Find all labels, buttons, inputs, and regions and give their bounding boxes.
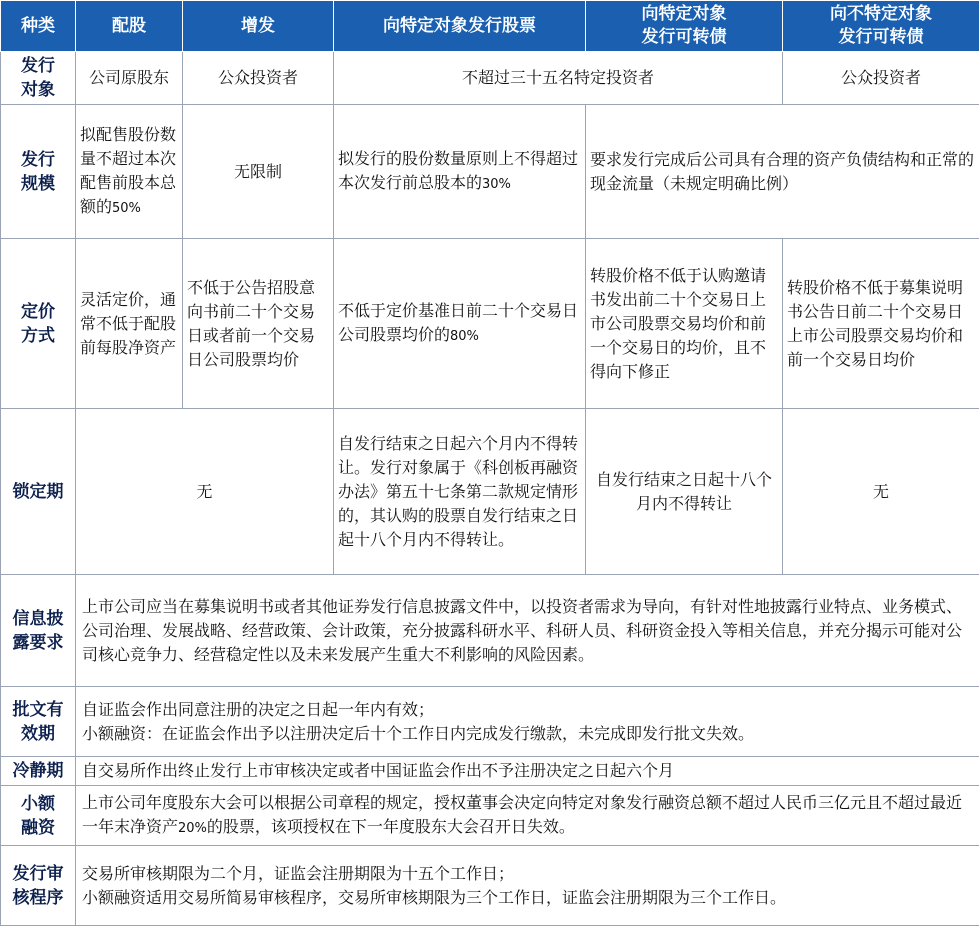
row-validity — [1, 687, 979, 757]
row-small-financing-label-line2: 融资 — [21, 817, 55, 838]
lockup-private-placement: 自发行结束之日起六个月内不得转让。发行对象属于《科创板再融资办法》第五十七条第二款规定情形的，其认购的股票自发行结束之日起十八个月内不得转让。 — [334, 409, 586, 575]
row-disclosure-label — [1, 575, 76, 687]
pricing-private-convertible: 转股价格不低于认购邀请书发出前二十个交易日上市公司股票交易均价和前一个交易日的均价，且不得向下修正 — [586, 239, 783, 409]
row-review-label-line2: 核程序 — [12, 887, 64, 908]
row-validity-label — [1, 687, 76, 757]
lockup-public-convertible: 无 — [783, 409, 979, 575]
row-lockup-label: 锁定期 — [1, 409, 76, 575]
row-scale-label-line2: 规模 — [21, 173, 55, 194]
row-pricing-label-line2: 方式 — [21, 325, 55, 346]
pricing-public-convertible: 转股价格不低于募集说明书公告日前二十个交易日上市公司股票交易均价和前一个交易日均价 — [783, 239, 979, 409]
scale-rights-issue-text: 拟配售股份数量不超过本次配售前股本总额的 — [80, 124, 177, 216]
row-review-label — [1, 846, 76, 926]
pricing-additional-issue: 不低于公告招股意向书前二十个交易日或者前一个交易日公司股票均价 — [183, 239, 334, 409]
small-financing-text — [76, 786, 979, 846]
disclosure-text: 上市公司应当在募集说明书或者其他证券发行信息披露文件中，以投资者需求为导向，有针对性地披露行业特点、业务模式、公司治理、发展战略、经营政策、会计政策，充分披露科研水平、科研人员、科研资金投入等相关信息，并充分揭示可能对公司核心竞争力、经营稳定性以及未来发展产生重大不利影响的风险因素。 — [76, 575, 979, 687]
header-row — [1, 1, 979, 52]
row-disclosure-label-line1: 信息披 — [12, 608, 64, 629]
row-review — [1, 846, 979, 926]
small-financing-text-b: 的股票，该项授权在下一年度股东大会召开日失效。 — [206, 816, 575, 836]
target-public-convertible: 公众投资者 — [783, 52, 979, 105]
header-private-placement: 向特定对象发行股票 — [334, 1, 586, 52]
row-target-label-line2: 对象 — [21, 80, 55, 100]
row-pricing-label — [1, 239, 76, 409]
header-additional-issue: 增发 — [183, 1, 334, 52]
header-private-convertible-line1: 向特定对象 — [641, 4, 727, 24]
lockup-rights-additional: 无 — [76, 409, 334, 575]
small-financing-pct: 20% — [178, 820, 207, 836]
header-public-convertible — [783, 1, 979, 52]
pricing-private-placement-text: 不低于定价基准日前二十个交易日公司股票均价的 — [338, 300, 579, 344]
scale-rights-issue — [76, 105, 183, 239]
header-public-convertible-line2: 发行可转债 — [838, 27, 924, 47]
row-disclosure-label-line2: 露要求 — [12, 632, 64, 653]
row-scale-label-line1: 发行 — [21, 149, 55, 170]
review-line2: 小额融资适用交易所简易审核程序，交易所审核期限为三个工作日，证监会注册期限为三个工作日。 — [82, 887, 787, 907]
pricing-private-placement — [334, 239, 586, 409]
lockup-private-convertible: 自发行结束之日起十八个月内不得转让 — [586, 409, 783, 575]
target-additional-issue: 公众投资者 — [183, 52, 334, 105]
row-cooling-label: 冷静期 — [1, 757, 76, 786]
scale-additional-issue: 无限制 — [183, 105, 334, 239]
scale-convertible: 要求发行完成后公司具有合理的资产负债结构和正常的现金流量（未规定明确比例） — [586, 105, 979, 239]
scale-private-placement-text: 拟发行的股份数量原则上不得超过本次发行前总股本的 — [338, 148, 579, 192]
row-pricing — [1, 239, 979, 409]
header-private-convertible — [586, 1, 783, 52]
row-small-financing-label-line1: 小额 — [21, 793, 55, 814]
small-financing-text-a: 上市公司年度股东大会可以根据公司章程的规定，授权董事会决定向特定对象发行融资总额不超过人民币三亿元且不超过最近一年末净资产 — [82, 792, 963, 836]
validity-line1: 自证监会作出同意注册的决定之日起一年内有效； — [82, 699, 435, 719]
header-kind: 种类 — [1, 1, 76, 52]
pricing-rights-issue: 灵活定价，通常不低于配股前每股净资产 — [76, 239, 183, 409]
scale-private-placement-pct: 30% — [482, 176, 511, 192]
row-pricing-label-line1: 定价 — [21, 301, 55, 322]
target-specific: 不超过三十五名特定投资者 — [334, 52, 783, 105]
review-text — [76, 846, 979, 926]
validity-text — [76, 687, 979, 757]
row-scale — [1, 105, 979, 239]
scale-private-placement — [334, 105, 586, 239]
row-small-financing-label — [1, 786, 76, 846]
header-rights-issue: 配股 — [76, 1, 183, 52]
row-target — [1, 52, 979, 105]
cooling-text: 自交易所作出终止发行上市审核决定或者中国证监会作出不予注册决定之日起六个月 — [76, 757, 979, 786]
header-private-convertible-line2: 发行可转债 — [641, 27, 727, 47]
row-validity-label-line2: 效期 — [21, 723, 55, 744]
row-scale-label — [1, 105, 76, 239]
header-public-convertible-line1: 向不特定对象 — [830, 4, 932, 24]
pricing-private-placement-pct: 80% — [450, 328, 479, 344]
row-small-financing — [1, 786, 979, 846]
row-target-label-line1: 发行 — [21, 56, 55, 76]
row-disclosure — [1, 575, 979, 687]
validity-line2: 小额融资：在证监会作出予以注册决定后十个工作日内完成发行缴款，未完成即发行批文失效。 — [82, 723, 755, 743]
review-line1: 交易所审核期限为二个月，证监会注册期限为十五个工作日； — [82, 863, 515, 883]
target-rights-issue: 公司原股东 — [76, 52, 183, 105]
row-cooling — [1, 757, 979, 786]
row-lockup — [1, 409, 979, 575]
row-target-label — [1, 52, 76, 105]
row-validity-label-line1: 批文有 — [12, 699, 64, 720]
row-review-label-line1: 发行审 — [12, 863, 64, 884]
scale-rights-issue-pct: 50% — [112, 200, 141, 216]
